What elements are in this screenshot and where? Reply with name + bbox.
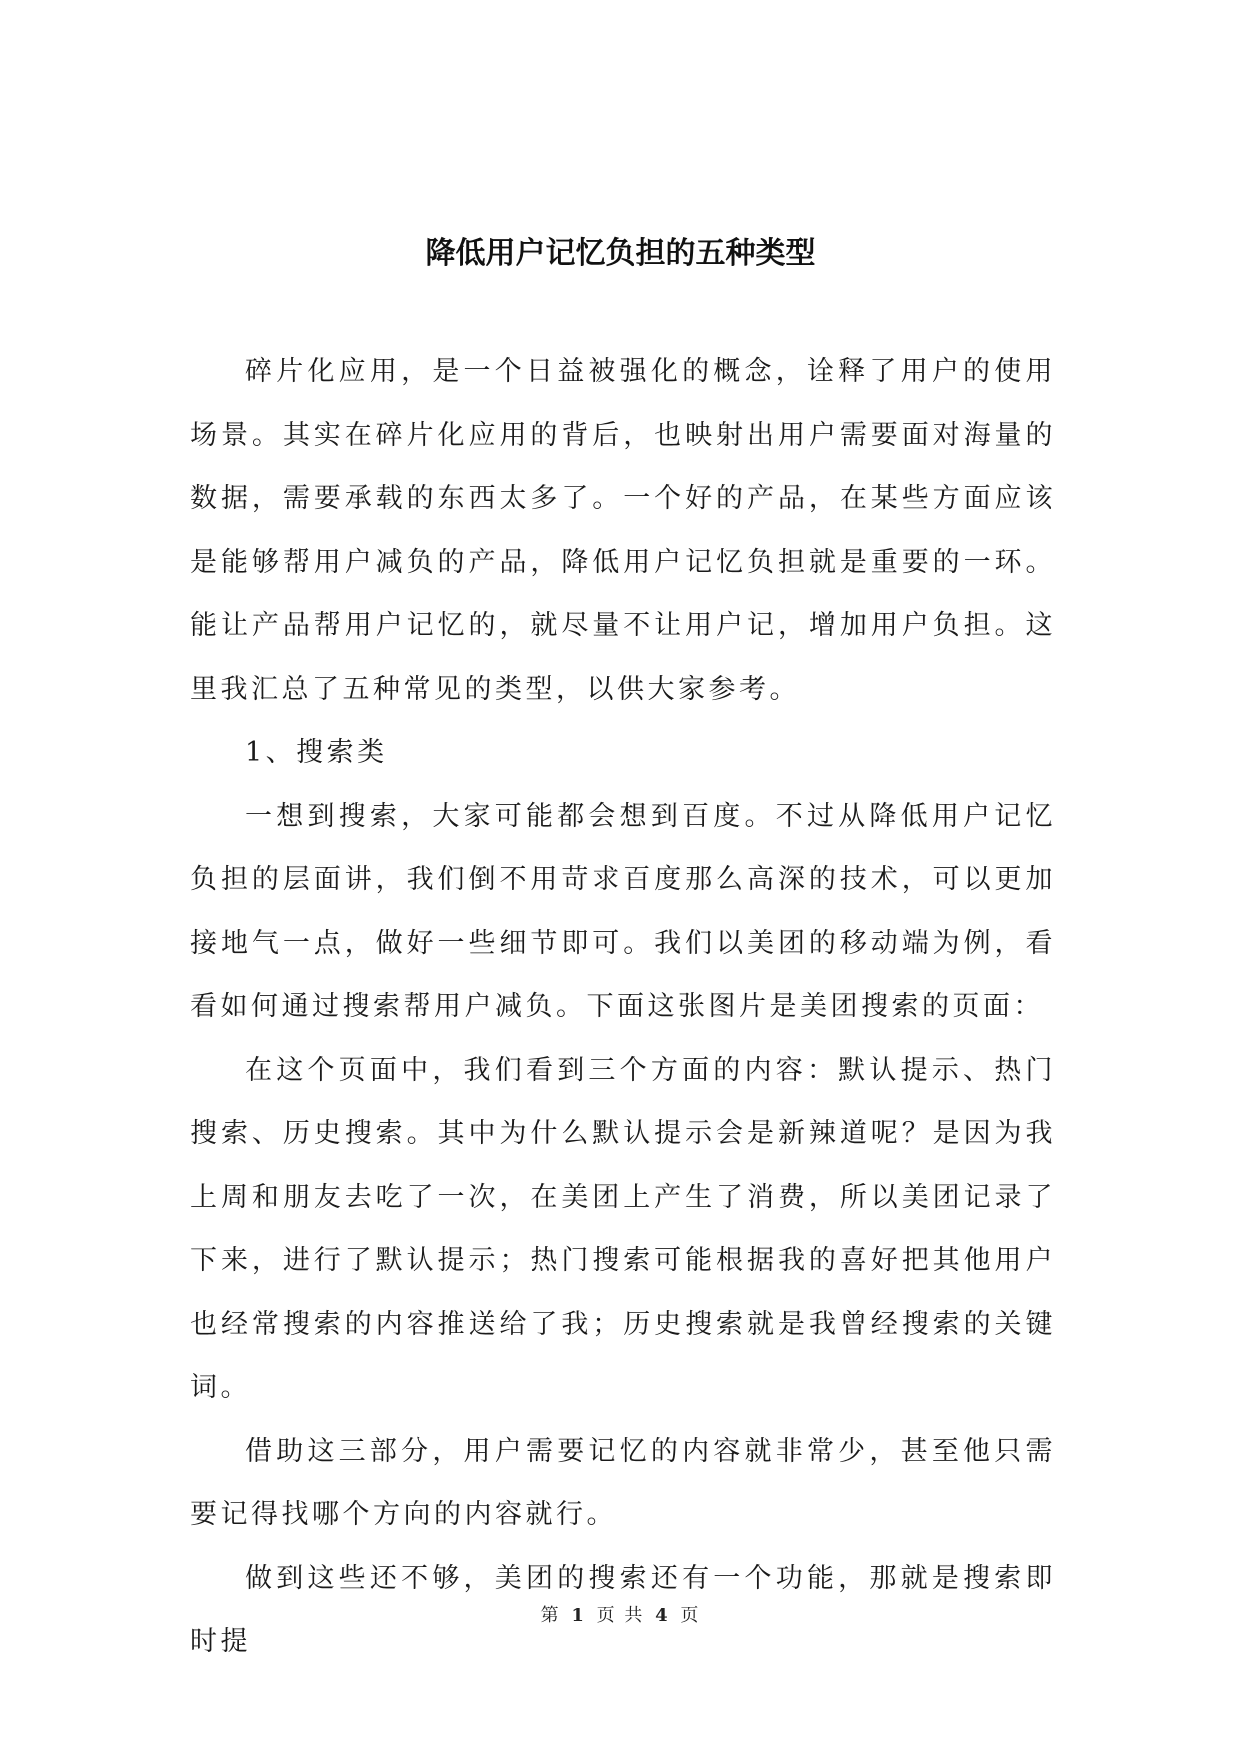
- footer-middle: 页 共: [596, 1605, 645, 1626]
- footer-current-page: 1: [571, 1605, 586, 1626]
- paragraph-instant-search: 做到这些还不够，美团的搜索还有一个功能，那就是搜索即时提: [190, 1562, 1056, 1657]
- paragraph-intro: 碎片化应用，是一个日益被强化的概念，诠释了用户的使用场景。其实在碎片化应用的背后，也映射出用户需要面对海量的数据，需要承载的东西太多了。一个好的产品，在某些方面应该是能够帮用户减负的产品，降低用户记忆负担就是重要的一环。能让产品帮用户记忆的，就尽量不让用户记，增加用户负担。这里我汇总了五种常见的类型，以供大家参考。: [190, 356, 1056, 705]
- document-body: [190, 340, 1056, 1674]
- footer-suffix: 页: [680, 1605, 701, 1626]
- footer-prefix: 第: [540, 1605, 561, 1626]
- paragraph-three-parts: 借助这三部分，用户需要记忆的内容就非常少，甚至他只需要记得找哪个方向的内容就行。: [190, 1435, 1056, 1530]
- page-footer: [0, 1601, 1241, 1627]
- footer-total-pages: 4: [655, 1605, 670, 1626]
- paragraph-search-intro: 一想到搜索，大家可能都会想到百度。不过从降低用户记忆负担的层面讲，我们倒不用苛求百度那么高深的技术，可以更加接地气一点，做好一些细节即可。我们以美团的移动端为例，看看如何通过搜索帮用户减负。下面这张图片是美团搜索的页面：: [190, 800, 1056, 1022]
- document-title: 降低用户记忆负担的五种类型: [425, 236, 816, 271]
- section-heading-search: 1、搜索类: [245, 737, 388, 768]
- paragraph-search-page: 在这个页面中，我们看到三个方面的内容：默认提示、热门搜索、历史搜索。其中为什么默认提示会是新辣道呢？是因为我上周和朋友去吃了一次，在美团上产生了消费，所以美团记录了下来，进行了默认提示；热门搜索可能根据我的喜好把其他用户也经常搜索的内容推送给了我；历史搜索就是我曾经搜索的关键词。: [190, 1054, 1056, 1403]
